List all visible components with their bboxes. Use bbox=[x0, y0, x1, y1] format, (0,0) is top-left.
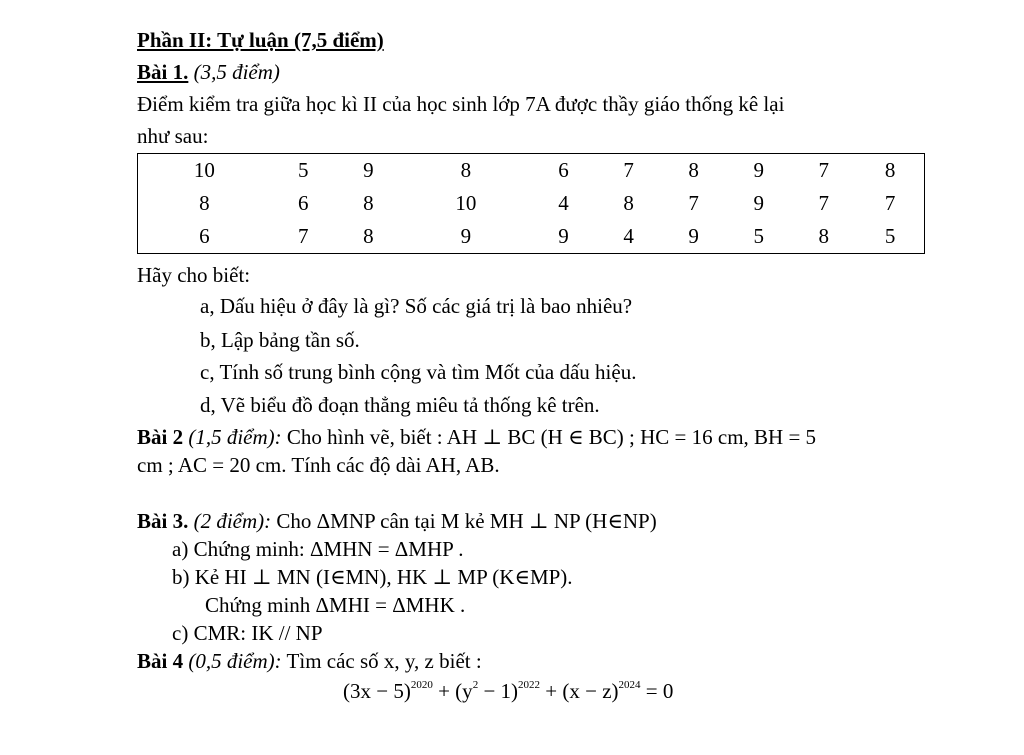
table-cell: 5 bbox=[753, 224, 764, 248]
bai3-points: (2 điểm): bbox=[193, 509, 272, 533]
table-cell: 6 bbox=[558, 158, 569, 182]
bai2-line1 bbox=[137, 427, 816, 448]
bai2-text1: Cho hình vẽ, biết : AH ⊥ BC (H ∈ BC) ; HC = 16 cm, BH = 5 bbox=[286, 425, 817, 449]
table-cell: 4 bbox=[558, 191, 569, 215]
bai1-heading bbox=[137, 62, 280, 83]
eq-term1: (3x − 5) bbox=[343, 679, 411, 703]
table-cell: 9 bbox=[688, 224, 699, 248]
table-row bbox=[138, 154, 925, 188]
bai3-question-c: c) CMR: IK // NP bbox=[172, 621, 323, 645]
table-cell: 7 bbox=[818, 158, 829, 182]
bai4-label: Bài 4 bbox=[137, 649, 184, 673]
table-cell: 9 bbox=[363, 158, 374, 182]
table-cell: 8 bbox=[818, 224, 829, 248]
bai1-intro-line2: như sau: bbox=[137, 124, 209, 148]
table-cell: 7 bbox=[623, 158, 634, 182]
table-cell: 7 bbox=[298, 224, 309, 248]
bai1-question-d: d, Vẽ biểu đồ đoạn thẳng miêu tả thống kê trên. bbox=[200, 393, 600, 417]
table-cell: 7 bbox=[818, 191, 829, 215]
table-cell: 8 bbox=[623, 191, 634, 215]
bai4-equation bbox=[343, 680, 673, 702]
bai2-points: (1,5 điểm): bbox=[188, 425, 282, 449]
bai1-points: (3,5 điểm) bbox=[193, 60, 280, 84]
table-cell: 9 bbox=[753, 191, 764, 215]
table-row bbox=[138, 187, 925, 220]
eq-exp2: 2 bbox=[472, 679, 479, 691]
table-cell: 10 bbox=[455, 191, 477, 215]
bai1-prompt: Hãy cho biết: bbox=[137, 263, 251, 287]
bai4-text1: Tìm các số x, y, z biết : bbox=[286, 649, 482, 673]
bai1-question-b: b, Lập bảng tần số. bbox=[200, 328, 360, 352]
table-row bbox=[138, 220, 925, 254]
table-cell: 9 bbox=[558, 224, 569, 248]
bai1-question-a: a, Dấu hiệu ở đây là gì? Số các giá trị là bao nhiêu? bbox=[200, 294, 633, 318]
table-cell: 6 bbox=[298, 191, 309, 215]
eq-exp3: 2022 bbox=[518, 679, 541, 691]
bai1-intro-line1: Điểm kiểm tra giữa học kì II của học sinh lớp 7A được thầy giáo thống kê lại bbox=[137, 92, 785, 116]
eq-term3: − 1) bbox=[478, 679, 519, 703]
bai3-question-b-cont: Chứng minh ΔMHI = ΔMHK . bbox=[205, 593, 466, 617]
table-cell: 9 bbox=[460, 224, 472, 248]
eq-term2: + (y bbox=[432, 679, 473, 703]
table-cell: 8 bbox=[688, 158, 699, 182]
eq-term5: = 0 bbox=[640, 679, 674, 703]
score-table-body bbox=[138, 154, 925, 254]
bai1-question-c: c, Tính số trung bình cộng và tìm Mốt của dấu hiệu. bbox=[200, 360, 637, 384]
bai3-question-b: b) Kẻ HI ⊥ MN (I∈MN), HK ⊥ MP (K∈MP). bbox=[172, 565, 573, 589]
eq-exp1: 2020 bbox=[410, 679, 433, 691]
table-cell: 8 bbox=[199, 191, 210, 215]
bai3-question-a: a) Chứng minh: ΔMHN = ΔMHP . bbox=[172, 537, 464, 561]
table-cell: 10 bbox=[193, 158, 215, 182]
part-title bbox=[137, 30, 384, 51]
table-cell: 7 bbox=[688, 191, 699, 215]
part-title-text: Phần II: Tự luận (7,5 điểm) bbox=[137, 28, 384, 52]
table-cell: 7 bbox=[884, 191, 896, 215]
bai1-label: Bài 1. bbox=[137, 60, 189, 84]
bai4-points: (0,5 điểm): bbox=[188, 649, 282, 673]
table-cell: 9 bbox=[753, 158, 764, 182]
score-table bbox=[137, 153, 925, 254]
eq-exp4: 2024 bbox=[618, 679, 641, 691]
bai3-line1 bbox=[137, 511, 657, 532]
eq-term4: + (x − z) bbox=[540, 679, 619, 703]
table-cell: 4 bbox=[623, 224, 634, 248]
bai2-label: Bài 2 bbox=[137, 425, 184, 449]
table-cell: 5 bbox=[298, 158, 309, 182]
table-cell: 5 bbox=[884, 224, 896, 248]
table-cell: 8 bbox=[363, 224, 374, 248]
table-cell: 8 bbox=[884, 158, 896, 182]
table-cell: 8 bbox=[363, 191, 374, 215]
table-cell: 8 bbox=[460, 158, 472, 182]
bai4-line1 bbox=[137, 651, 482, 672]
table-cell: 6 bbox=[199, 224, 210, 248]
bai2-line2: cm ; AC = 20 cm. Tính các độ dài AH, AB. bbox=[137, 453, 500, 477]
bai3-text1: Cho ΔMNP cân tại M kẻ MH ⊥ NP (H∈NP) bbox=[276, 509, 657, 533]
bai3-label: Bài 3. bbox=[137, 509, 189, 533]
